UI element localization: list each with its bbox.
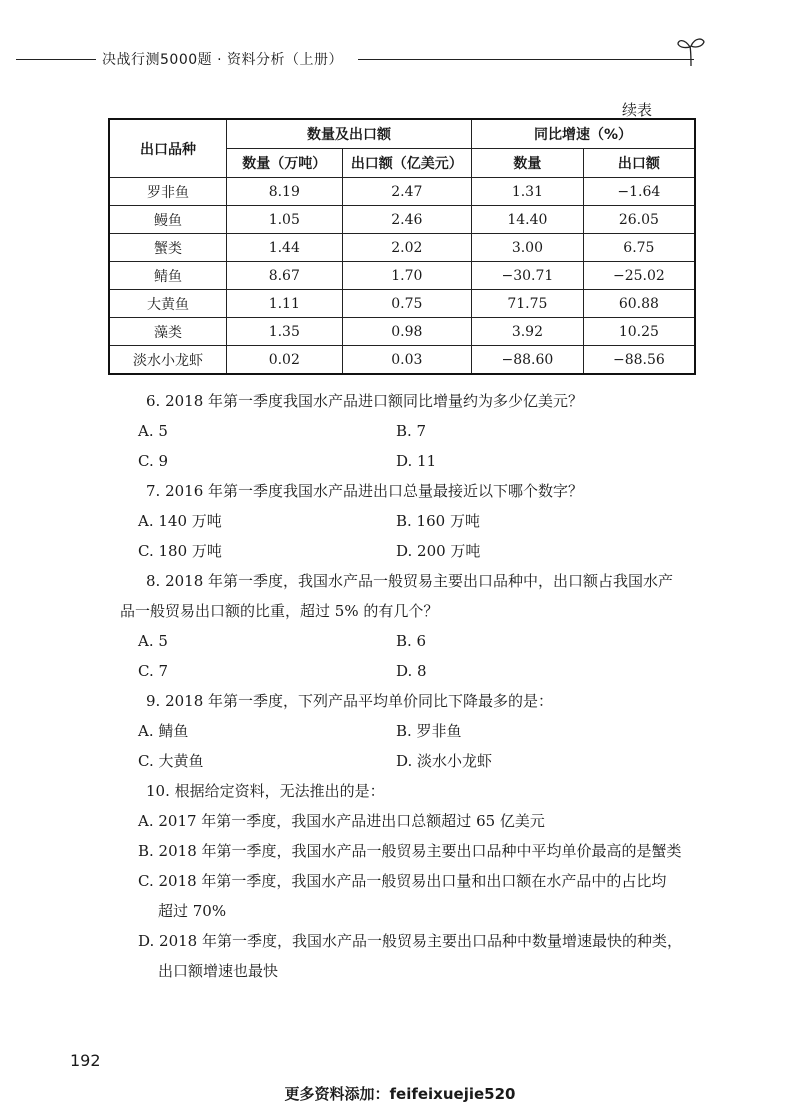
cell-qty-growth: 3.00 (472, 234, 584, 262)
cell-export-growth: 60.88 (583, 290, 695, 318)
question-stem: 9. 2018 年第一季度，下列产品平均单价同比下降最多的是： (146, 692, 554, 710)
cell-export-growth: −88.56 (583, 346, 695, 375)
cell-qty: 0.02 (226, 346, 342, 375)
footer-note: 更多资料添加：feifeixuejie520 (284, 1085, 516, 1103)
question-stem-continued: 品一般贸易出口额的比重，超过 5% 的有几个？ (120, 602, 439, 620)
option-d-continued: 出口额增速也最快 (158, 962, 279, 980)
question-6 (138, 386, 698, 476)
book-title: 决战行测5000题 · 资料分析（上册） (102, 52, 343, 68)
cell-name: 鲭鱼 (109, 262, 226, 290)
option-c: C. 2018 年第一季度，我国水产品一般贸易出口量和出口额在水产品中的占比均 (138, 872, 667, 890)
option-row (138, 536, 698, 566)
question-10 (138, 776, 698, 986)
cell-export: 2.02 (342, 234, 472, 262)
cell-name: 淡水小龙虾 (109, 346, 226, 375)
cell-export: 1.70 (342, 262, 472, 290)
option-row (138, 446, 698, 476)
cell-export-growth: 26.05 (583, 206, 695, 234)
cell-export: 2.47 (342, 178, 472, 206)
option-b: B. 罗非鱼 (396, 722, 462, 740)
cell-export-growth: −1.64 (583, 178, 695, 206)
sprout-icon (676, 34, 706, 68)
header-rule-left (16, 59, 96, 60)
cell-export: 0.98 (342, 318, 472, 346)
cell-export-growth: 10.25 (583, 318, 695, 346)
option-row (138, 506, 698, 536)
option-b: B. 2018 年第一季度，我国水产品一般贸易主要出口品种中平均单价最高的是蟹类 (138, 842, 682, 860)
cell-qty: 1.44 (226, 234, 342, 262)
question-list (120, 386, 698, 986)
option-row (138, 746, 698, 776)
table-row (109, 318, 695, 346)
option-row (138, 716, 698, 746)
option-d: D. 2018 年第一季度，我国水产品一般贸易主要出口品种中数量增速最快的种类， (138, 932, 682, 950)
table-row (109, 206, 695, 234)
header-export: 出口额（亿美元） (342, 149, 472, 178)
option-a: A. 140 万吨 (138, 512, 222, 530)
cell-qty-growth: −30.71 (472, 262, 584, 290)
table-row (109, 262, 695, 290)
cell-qty-growth: 3.92 (472, 318, 584, 346)
option-d: D. 8 (396, 662, 427, 680)
export-table (108, 118, 696, 375)
table-row (109, 346, 695, 375)
cell-export-growth: −25.02 (583, 262, 695, 290)
cell-qty: 8.19 (226, 178, 342, 206)
option-b: B. 7 (396, 422, 427, 440)
option-d: D. 200 万吨 (396, 542, 481, 560)
option-c-continued: 超过 70% (158, 902, 227, 920)
option-a: A. 5 (138, 422, 168, 440)
question-stem: 8. 2018 年第一季度，我国水产品一般贸易主要出口品种中，出口额占我国水产 (146, 572, 674, 590)
table-row (109, 178, 695, 206)
option-a: A. 2017 年第一季度，我国水产品进出口总额超过 65 亿美元 (138, 812, 545, 830)
option-d: D. 11 (396, 452, 437, 470)
cell-qty: 1.05 (226, 206, 342, 234)
option-c: C. 7 (138, 662, 169, 680)
cell-qty-growth: −88.60 (472, 346, 584, 375)
cell-name: 蟹类 (109, 234, 226, 262)
cell-qty: 1.11 (226, 290, 342, 318)
option-row (138, 416, 698, 446)
question-stem: 7. 2016 年第一季度我国水产品进出口总量最接近以下哪个数字？ (146, 482, 584, 500)
cell-qty: 1.35 (226, 318, 342, 346)
question-8 (120, 566, 698, 686)
running-header (16, 47, 696, 71)
page-number: 192 (70, 1051, 101, 1070)
continued-label: 续表 (622, 101, 653, 119)
header-qty-growth: 数量 (472, 149, 584, 178)
option-row (138, 656, 698, 686)
cell-qty: 8.67 (226, 262, 342, 290)
option-c: C. 大黄鱼 (138, 752, 204, 770)
cell-export: 0.75 (342, 290, 472, 318)
header-qty: 数量（万吨） (226, 149, 342, 178)
cell-export-growth: 6.75 (583, 234, 695, 262)
header-product: 出口品种 (109, 119, 226, 178)
option-row (138, 626, 698, 656)
cell-name: 鳗鱼 (109, 206, 226, 234)
cell-qty-growth: 14.40 (472, 206, 584, 234)
question-9 (138, 686, 698, 776)
option-b: B. 6 (396, 632, 427, 650)
cell-name: 藻类 (109, 318, 226, 346)
header-amount-group: 数量及出口额 (226, 119, 471, 149)
cell-qty-growth: 1.31 (472, 178, 584, 206)
question-7 (138, 476, 698, 566)
cell-export: 2.46 (342, 206, 472, 234)
option-a: A. 鲭鱼 (138, 722, 189, 740)
option-c: C. 180 万吨 (138, 542, 222, 560)
option-c: C. 9 (138, 452, 169, 470)
question-stem: 10. 根据给定资料，无法推出的是： (146, 782, 385, 800)
question-stem: 6. 2018 年第一季度我国水产品进口额同比增量约为多少亿美元？ (146, 392, 584, 410)
option-b: B. 160 万吨 (396, 512, 480, 530)
cell-name: 大黄鱼 (109, 290, 226, 318)
table-row (109, 234, 695, 262)
option-a: A. 5 (138, 632, 168, 650)
cell-export: 0.03 (342, 346, 472, 375)
cell-qty-growth: 71.75 (472, 290, 584, 318)
header-rule-right (358, 59, 694, 60)
header-growth-group: 同比增速（%） (472, 119, 695, 149)
table-row (109, 290, 695, 318)
cell-name: 罗非鱼 (109, 178, 226, 206)
option-d: D. 淡水小龙虾 (396, 752, 493, 770)
header-export-growth: 出口额 (583, 149, 695, 178)
